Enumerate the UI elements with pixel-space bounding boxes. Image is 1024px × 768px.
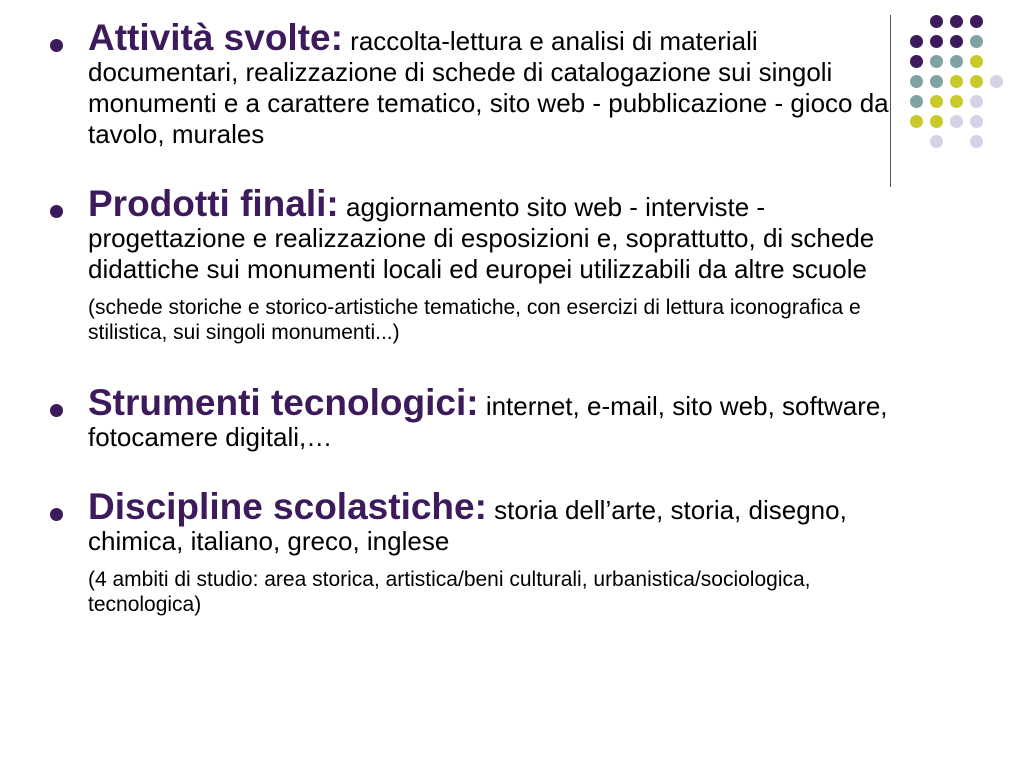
bullet-text: internet, e-mail, sito web, software, fotocamere digitali,… [88,391,888,452]
decorative-dot [950,15,963,28]
bullet-note: (4 ambiti di studio: area storica, artistica/beni culturali, urbanistica/sociologica, tecnologica) [88,568,811,616]
decorative-dot [910,75,923,88]
decorative-dot [970,115,983,128]
bullet-text: aggiornamento sito web - interviste - progettazione e realizzazione di esposizioni e, soprattutto, di schede didattiche sui monumenti locali ed europei utilizzabili da altre scuole [88,192,875,284]
decorative-dot [930,15,943,28]
bullet-heading: Discipline scolastiche: [88,486,487,527]
decorative-dot [910,55,923,68]
bullet-prodotti [50,183,910,345]
decorative-dot [910,115,923,128]
vertical-divider [890,15,891,187]
decorative-dot [990,75,1003,88]
decorative-dot [930,75,943,88]
decorative-dot [970,35,983,48]
slide-content [50,17,910,617]
bullet-heading: Prodotti finali: [88,183,339,224]
decorative-dot [970,15,983,28]
bullet-dot-icon [50,205,63,218]
bullet-strumenti [50,382,910,453]
bullet-note: (schede storiche e storico-artistiche tematiche, con esercizi di lettura iconografica e stilistica, sui singoli monumenti...) [88,296,861,344]
decorative-dot [970,55,983,68]
decorative-dot [930,55,943,68]
decorative-dot [930,95,943,108]
bullet-heading: Attività svolte: [88,17,343,58]
decorative-dot [930,115,943,128]
decorative-dot [950,115,963,128]
decorative-dot [930,135,943,148]
decorative-dot [950,35,963,48]
bullet-heading: Strumenti tecnologici: [88,382,479,423]
bullet-discipline [50,486,910,617]
decorative-dot [950,95,963,108]
bullet-dot-icon [50,39,63,52]
bullet-dot-icon [50,404,63,417]
decorative-dot-grid [910,15,1010,165]
decorative-dot [910,95,923,108]
bullet-text: raccolta-lettura e analisi di materiali documentari, realizzazione di schede di catalogazione sui singoli monumenti e a carattere tematico, sito web - pubblicazione - gioco da tavolo, murales [88,26,889,149]
bullet-attivita [50,17,910,150]
bullet-dot-icon [50,508,63,521]
decorative-dot [950,55,963,68]
decorative-dot [970,95,983,108]
decorative-dot [970,75,983,88]
decorative-dot [950,75,963,88]
decorative-dot [910,35,923,48]
bullet-text: storia dell’arte, storia, disegno, chimica, italiano, greco, inglese [88,495,847,556]
decorative-dot [970,135,983,148]
decorative-dot [930,35,943,48]
